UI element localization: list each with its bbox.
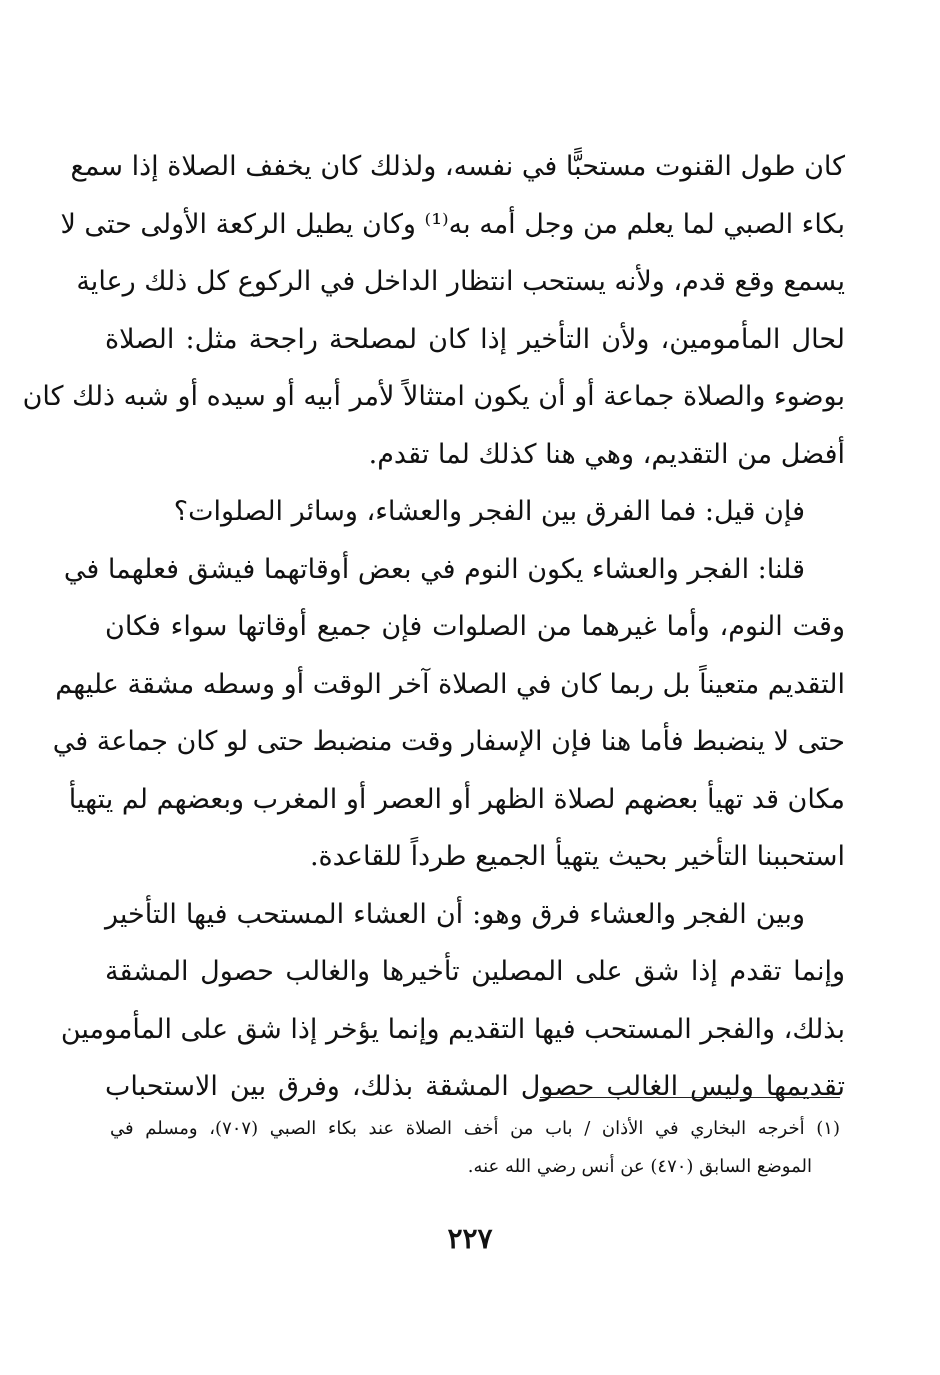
text-line: تقديمها وليس الغالب حصول المشقة بذلك، وفرق بين الاستحباب [105,1071,845,1102]
text-line: وإنما تقدم إذا شق على المصلين تأخيرها والغالب حصول المشقة [105,956,845,987]
text-line: يسمع وقع قدم، ولأنه يستحب انتظار الداخل في الركوع كل ذلك رعاية [76,266,845,297]
text-line: كان طول القنوت مستحبًّا في نفسه، ولذلك كان يخفف الصلاة إذا سمع [70,151,845,182]
text-line: بكاء الصبي لما يعلم من وجل أمه به⁽¹⁾ وكان يطيل الركعة الأولى حتى لا [60,208,845,240]
page-number: ٢٢٧ [447,1222,493,1255]
text-line: بوضوء والصلاة جماعة أو أن يكون امتثالاً لأمر أبيه أو سيده أو شبه ذلك كان [22,381,845,412]
main-text-block [22,138,845,1116]
text-line: أفضل من التقديم، وهي هنا كذلك لما تقدم. [368,438,845,470]
text-line: قلنا: الفجر والعشاء يكون النوم في بعض أوقاتهما فيشق فعلهما في [63,553,805,585]
footnote-line: (١) أخرجه البخاري في الأذان / باب من أخف الصلاة عند بكاء الصبي (٧٠٧)، ومسلم في [110,1118,840,1139]
text-line: مكان قد تهيأ بعضهم لصلاة الظهر أو العصر أو المغرب وبعضهم لم يتهيأ [68,783,845,815]
text-line: حتى لا ينضبط فأما هنا فإن الإسفار وقت منضبط حتى لو كان جماعة في [52,726,845,757]
text-line: وبين الفجر والعشاء فرق وهو: أن العشاء المستحب فيها التأخير [105,898,805,930]
footnote-line: الموضع السابق (٤٧٠) عن أنس رضي الله عنه. [467,1156,812,1177]
text-line: استحببنا التأخير بحيث يتهيأ الجميع طرداً للقاعدة. [309,841,845,872]
text-line: التقديم متعيناً بل ربما كان في الصلاة آخر الوقت أو وسطه مشقة عليهم [55,668,845,700]
text-line: لحال المأمومين، ولأن التأخير إذا كان لمصلحة راجحة مثل: الصلاة [105,323,845,355]
footnote-divider [540,1097,840,1098]
text-line: وقت النوم، وأما غيرهما من الصلوات فإن جميع أوقاتها سواء فكان [105,611,845,642]
footnotes-block [110,1110,840,1186]
text-line: بذلك، والفجر المستحب فيها التقديم وإنما يؤخر إذا شق على المأمومين [60,1013,845,1045]
text-line: فإن قيل: فما الفرق بين الفجر والعشاء، وسائر الصلوات؟ [173,496,805,527]
